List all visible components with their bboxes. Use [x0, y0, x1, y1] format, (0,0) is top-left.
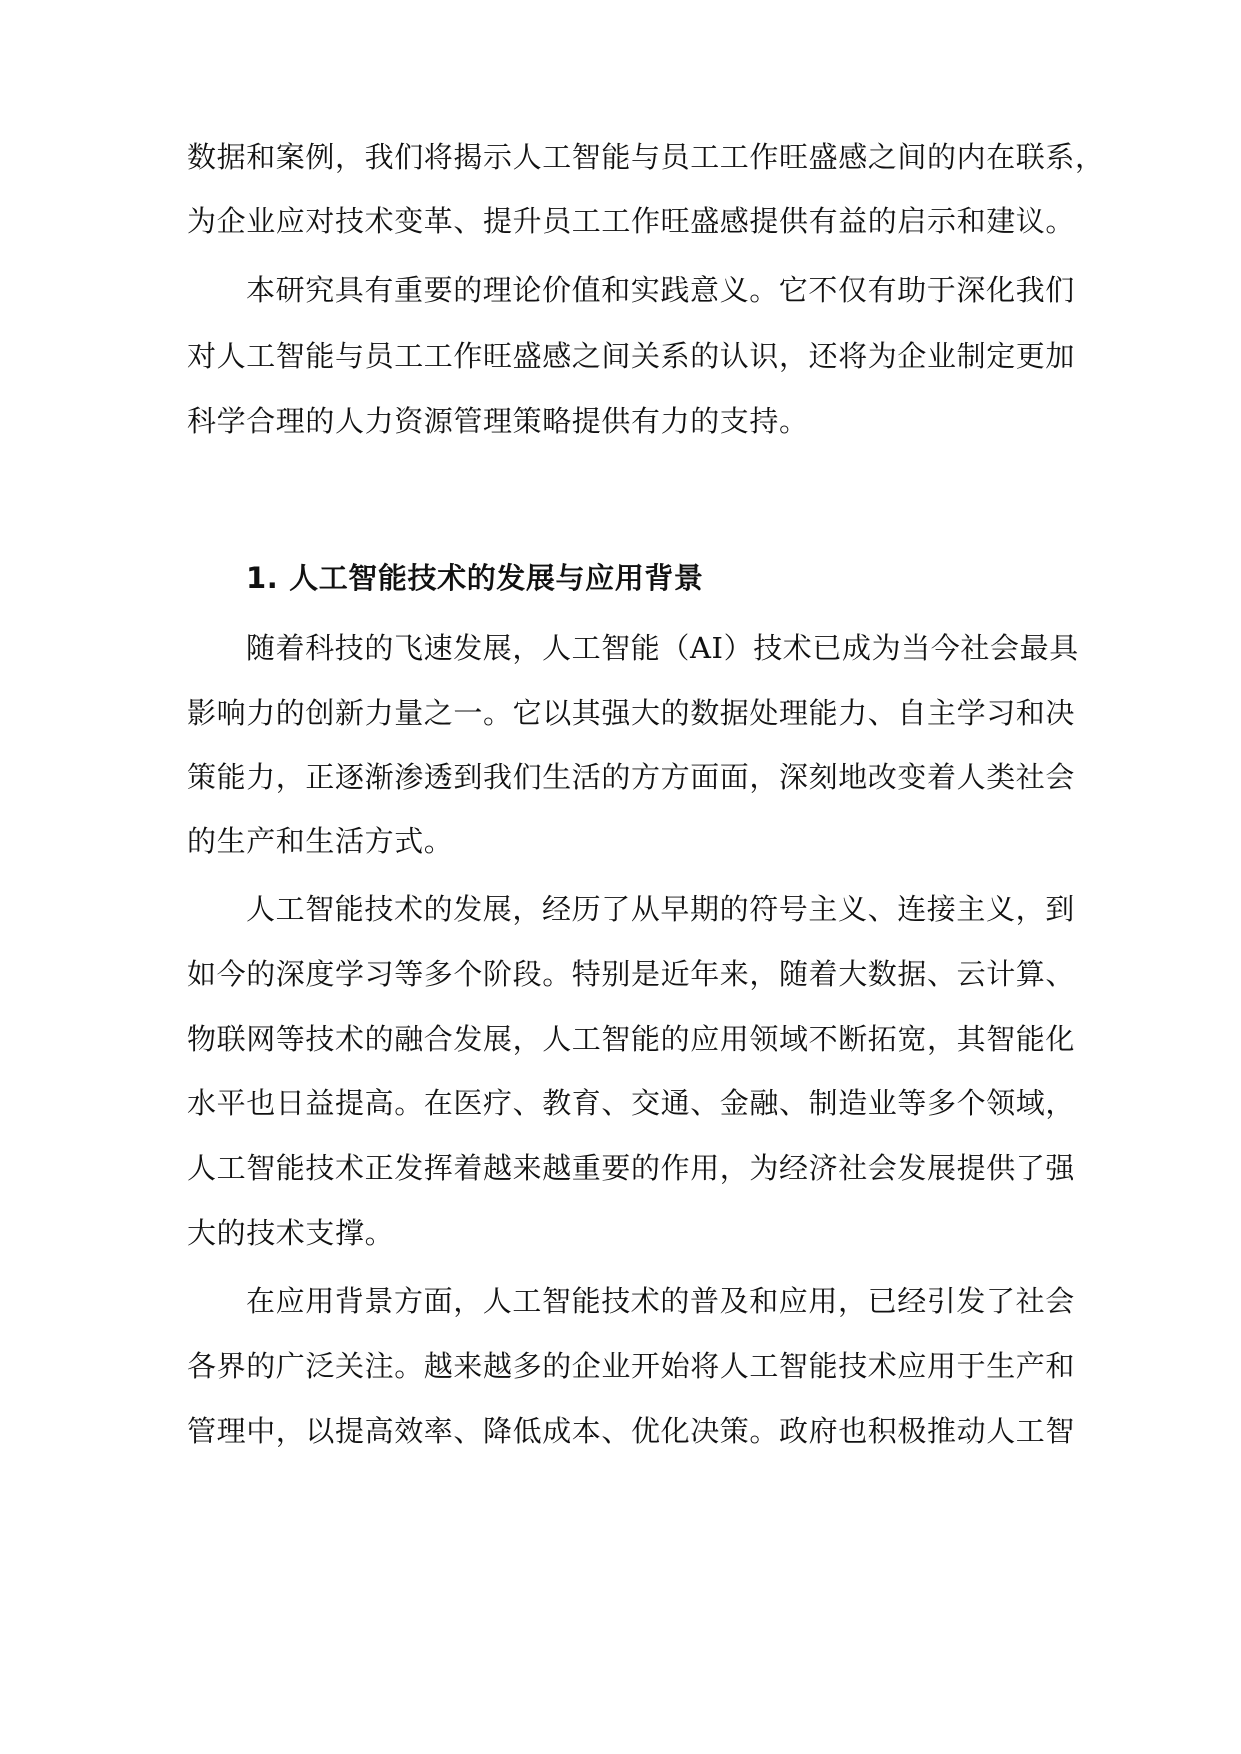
- text-line: 如今的深度学习等多个阶段。特别是近年来，随着大数据、云计算、: [187, 957, 1076, 991]
- text-line: 的生产和生活方式。: [187, 824, 454, 858]
- text-line: 本研究具有重要的理论价值和实践意义。它不仅有助于深化我们: [246, 273, 1075, 307]
- text-line: 大的技术支撑。: [187, 1216, 395, 1250]
- text-line: 人工智能技术的发展，经历了从早期的符号主义、连接主义，到: [246, 892, 1075, 926]
- text-line: 人工智能技术正发挥着越来越重要的作用，为经济社会发展提供了强: [187, 1151, 1076, 1185]
- text-line: 影响力的创新力量之一。它以其强大的数据处理能力、自主学习和决: [187, 696, 1076, 730]
- text-line: 管理中，以提高效率、降低成本、优化决策。政府也积极推动人工智: [187, 1414, 1076, 1448]
- text-line: 策能力，正逐渐渗透到我们生活的方方面面，深刻地改变着人类社会: [187, 760, 1076, 794]
- text-line: 对人工智能与员工工作旺盛感之间关系的认识，还将为企业制定更加: [187, 339, 1076, 373]
- text-line: 各界的广泛关注。越来越多的企业开始将人工智能技术应用于生产和: [187, 1349, 1076, 1383]
- text-line: 在应用背景方面，人工智能技术的普及和应用，已经引发了社会: [246, 1284, 1075, 1318]
- text-line: 为企业应对技术变革、提升员工工作旺盛感提供有益的启示和建议。: [187, 204, 1076, 238]
- section-heading: 1. 人工智能技术的发展与应用背景: [246, 561, 704, 595]
- text-line: 数据和案例，我们将揭示人工智能与员工工作旺盛感之间的内在联系，: [187, 140, 1105, 174]
- text-line: 物联网等技术的融合发展，人工智能的应用领域不断拓宽，其智能化: [187, 1022, 1076, 1056]
- text-line: 随着科技的飞速发展，人工智能（AI）技术已成为当今社会最具: [246, 631, 1079, 665]
- text-line: 科学合理的人力资源管理策略提供有力的支持。: [187, 404, 809, 438]
- text-line: 水平也日益提高。在医疗、教育、交通、金融、制造业等多个领域，: [187, 1086, 1076, 1120]
